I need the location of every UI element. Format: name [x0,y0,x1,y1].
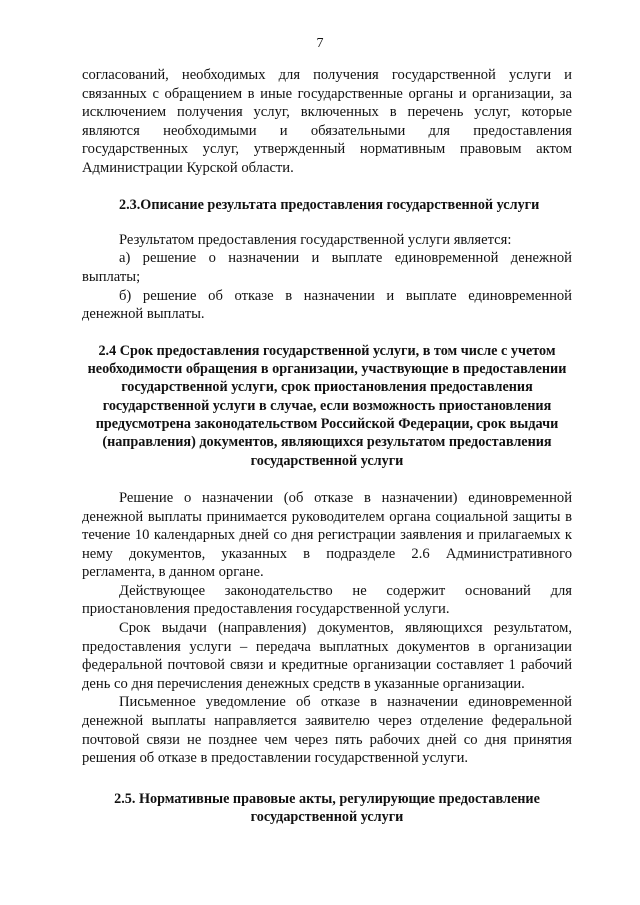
section-2-4-heading: 2.4 Срок предоставления государственной услуги, в том числе с учетом необходимости обращения в организации, участвующие в предоставлении государственной услуги, срок приостановления предоставления государственной услуги в случае, если возможность приостановления предусмотрена законодательством Российской Федерации, срок выдачи (направления) документов, являющихся результатом предоставления государственной услуги [87,342,567,469]
section-2-4-paragraph: Решение о назначении (об отказе в назначении) единовременной денежной выплаты принимается руководителем органа социальной защиты в течение 10 календарных дней со дня регистрации заявления и прилагаемых к нему документов, указанных в подразделе 2.6 Административного регламента, в данном органе. [82,489,572,581]
section-2-4-paragraph: Действующее законодательство не содержит оснований для приостановления предоставления государственной услуги. [82,582,572,618]
page-content [82,66,572,826]
page-number: 7 [316,36,324,51]
section-2-3-heading: 2.3.Описание результата предоставления государственной услуги [119,196,540,213]
section-2-3-paragraph: Результатом предоставления государственной услуги является: [119,231,512,248]
section-2-4-paragraph: Срок выдачи (направления) документов, являющихся результатом, предоставления услуги – передача выплатных документов в организации федеральной почтовой связи и кредитные организации составляет 1 рабочий день со дня перечисления денежных средств в указанные организации. [82,620,572,692]
section-2-4-paragraph: Письменное уведомление об отказе в назначении единовременной денежной выплаты направляется заявителю через отделение федеральной почтовой связи не позднее чем через пять рабочих дней со дня принятия решения об отказе в предоставлении государственной услуги. [82,694,572,767]
intro-paragraph: согласований, необходимых для получения государственной услуги и связанных с обращением в иные государственные органы и организации, за исключением получения услуг, включенных в перечень услуг, которые являются необходимыми и обязательными для предоставления государственных услуг, утвержденный нормативным правовым актом Администрации Курской области. [82,67,572,176]
section-2-5-heading: 2.5. Нормативные правовые акты, регулирующие предоставление государственной услуги [114,790,540,826]
section-2-3-paragraph: б) решение об отказе в назначении и выплате единовременной денежной выплаты. [82,287,572,323]
section-2-3-paragraph: а) решение о назначении и выплате единовременной денежной выплаты; [82,250,572,286]
